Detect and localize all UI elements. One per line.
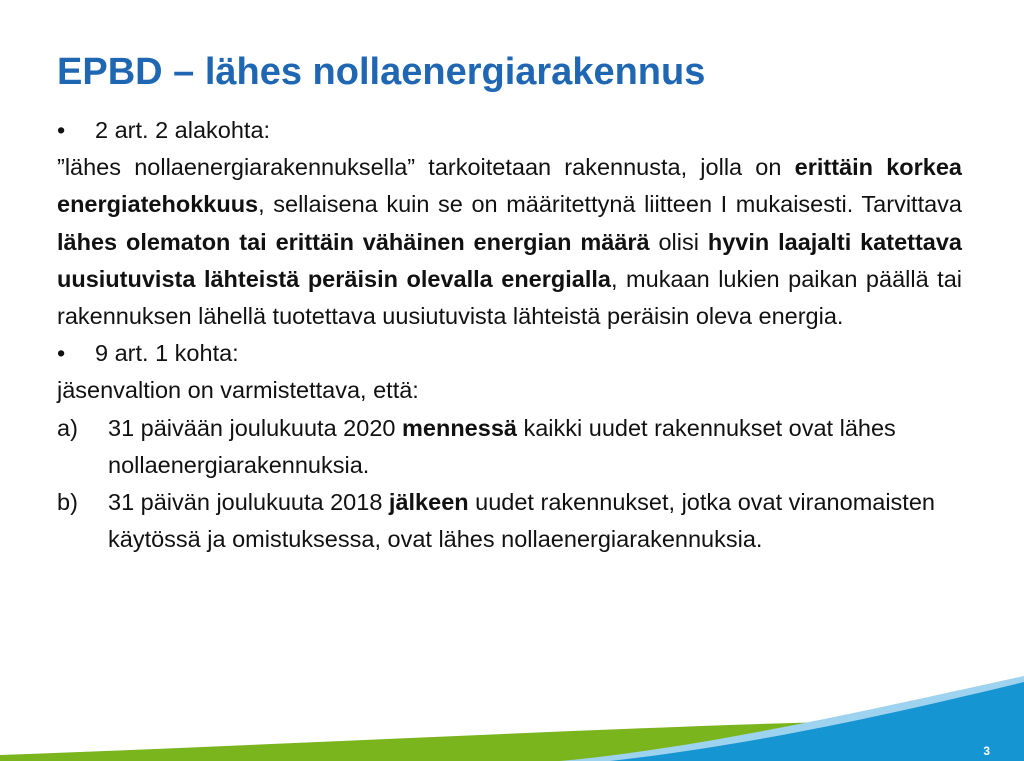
definition-text-4: , mukaan lukien paikan päällä tai rakennuksen lähellä tuotettava uusiutuvista lähteistä peräisin oleva energia.: [57, 265, 963, 330]
list-letter: b): [57, 489, 78, 516]
list-item-b-text: [108, 484, 962, 558]
item-a-bold: mennessä: [402, 414, 517, 441]
definition-bold-1: erittäin korkea energiatehokkuus: [57, 154, 963, 218]
slide-body: [57, 112, 962, 558]
bullet-item-article-9: [57, 335, 962, 372]
bullet-marker: •: [57, 340, 66, 367]
list-item-a-text: [108, 410, 962, 484]
definition-bold-3: hyvin laajalti katettava uusiutuvista lähteistä peräisin olevalla energialla: [57, 228, 963, 292]
slide-title: EPBD – lähes nollaenergiarakennus: [57, 51, 706, 93]
page-number: 3: [983, 744, 990, 758]
item-a-text-1: 31 päivään joulukuuta 2020: [108, 414, 402, 441]
item-b-text-2: uudet rakennukset, jotka ovat viranomaisten käytössä ja omistuksessa, ovat lähes nollaenergiarakennuksia.: [108, 489, 935, 553]
definition-paragraph: [57, 149, 962, 335]
item-b-bold: jälkeen: [388, 489, 469, 516]
definition-text-1: ”lähes nollaenergiarakennuksella” tarkoitetaan rakennusta, jolla on: [57, 154, 795, 181]
bullet-label: 2 art. 2 alakohta:: [95, 117, 271, 143]
bullet-marker: •: [57, 117, 66, 143]
definition-text-3: olisi: [649, 228, 708, 255]
obligation-intro: jäsenvaltion on varmistettava, että:: [57, 377, 419, 404]
item-b-text-1: 31 päivän joulukuuta 2018: [108, 489, 389, 516]
bullet-label: 9 art. 1 kohta:: [95, 340, 239, 367]
definition-text-2: , sellaisena kuin se on määritettynä liitteen I mukaisesti. Tarvittava: [258, 191, 962, 218]
bullet-item-article-2: [57, 112, 962, 149]
list-item-b: [57, 484, 962, 558]
footer-wave-decoration: [0, 660, 1024, 761]
list-letter: a): [57, 414, 78, 441]
list-item-a: [57, 410, 962, 484]
item-a-text-2: kaikki uudet rakennukset ovat lähes nollaenergiarakennuksia.: [108, 414, 896, 478]
definition-bold-2: lähes olematon tai erittäin vähäinen energian määrä: [57, 228, 650, 255]
